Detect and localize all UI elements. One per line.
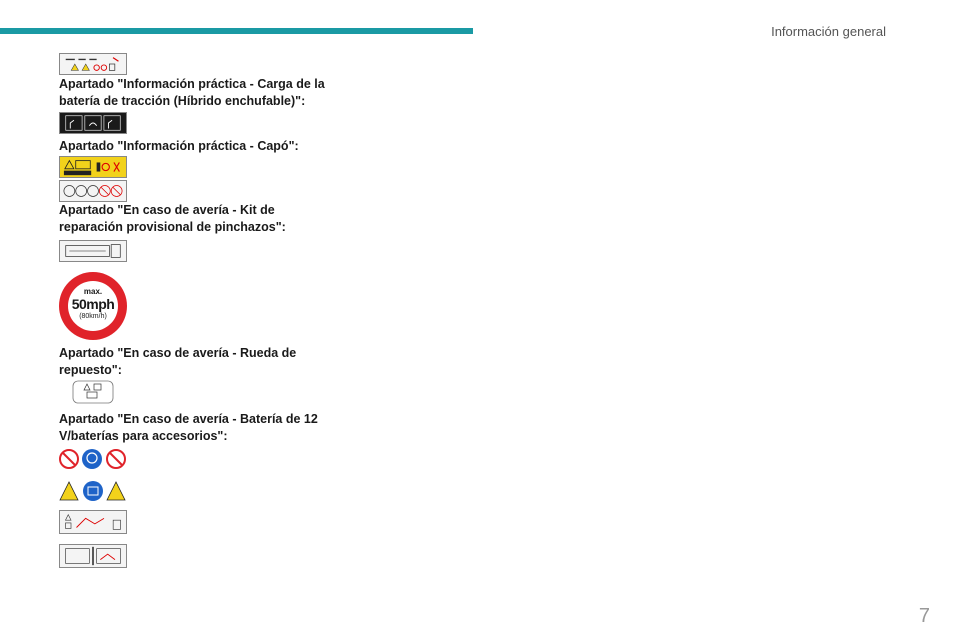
speed-limit-sign-face: [68, 281, 118, 331]
battery-connection-label: [59, 544, 127, 568]
battery-caption: Apartado "En caso de avería - Batería de 12 V/baterías para accesorios":: [59, 412, 318, 443]
battery-connection-icon: [60, 545, 126, 567]
hood-caption: Apartado "Información práctica - Capó":: [59, 139, 299, 153]
puncture-caption: Apartado "En caso de avería - Kit de reparación provisional de pinchazos":: [59, 203, 286, 234]
jump-start-icon: [60, 511, 126, 533]
spare-wheel-caption: Apartado "En caso de avería - Rueda de repuesto":: [59, 346, 297, 377]
hood-warning-icon: [60, 181, 126, 201]
battery-warning-icons: [59, 480, 127, 502]
battery-jump-start-label: [59, 510, 127, 534]
speed-limit-value: 50mph: [71, 296, 115, 312]
battery-warning-icon: [59, 480, 127, 502]
charging-socket-label: [59, 112, 127, 134]
puncture-kit-icon: [60, 241, 126, 261]
header-accent-bar: [0, 28, 473, 34]
charging-warning-label: [59, 53, 127, 75]
charging-socket-icon: [60, 113, 126, 133]
speed-limit-max-label: max.: [83, 287, 103, 296]
speed-limit-kmh: (80km/h): [79, 313, 107, 320]
charging-caption: Apartado "Información práctica - Carga de la batería de tracción (Híbrido enchufable)":: [59, 77, 325, 108]
stop-start-label: [59, 156, 127, 178]
battery-prohibition-icons: [59, 448, 127, 470]
charging-label-icon: [60, 54, 126, 74]
puncture-kit-label: [59, 240, 127, 262]
page-section-title: Información general: [771, 24, 886, 39]
hood-warning-label: [59, 180, 127, 202]
speed-limit-sign: [59, 272, 127, 340]
page-number: 7: [918, 605, 930, 627]
battery-prohibition-icon: [59, 448, 127, 470]
stop-start-warning-icon: [60, 157, 126, 177]
spare-wheel-icon: [72, 380, 114, 404]
spare-wheel-label: [72, 380, 114, 404]
